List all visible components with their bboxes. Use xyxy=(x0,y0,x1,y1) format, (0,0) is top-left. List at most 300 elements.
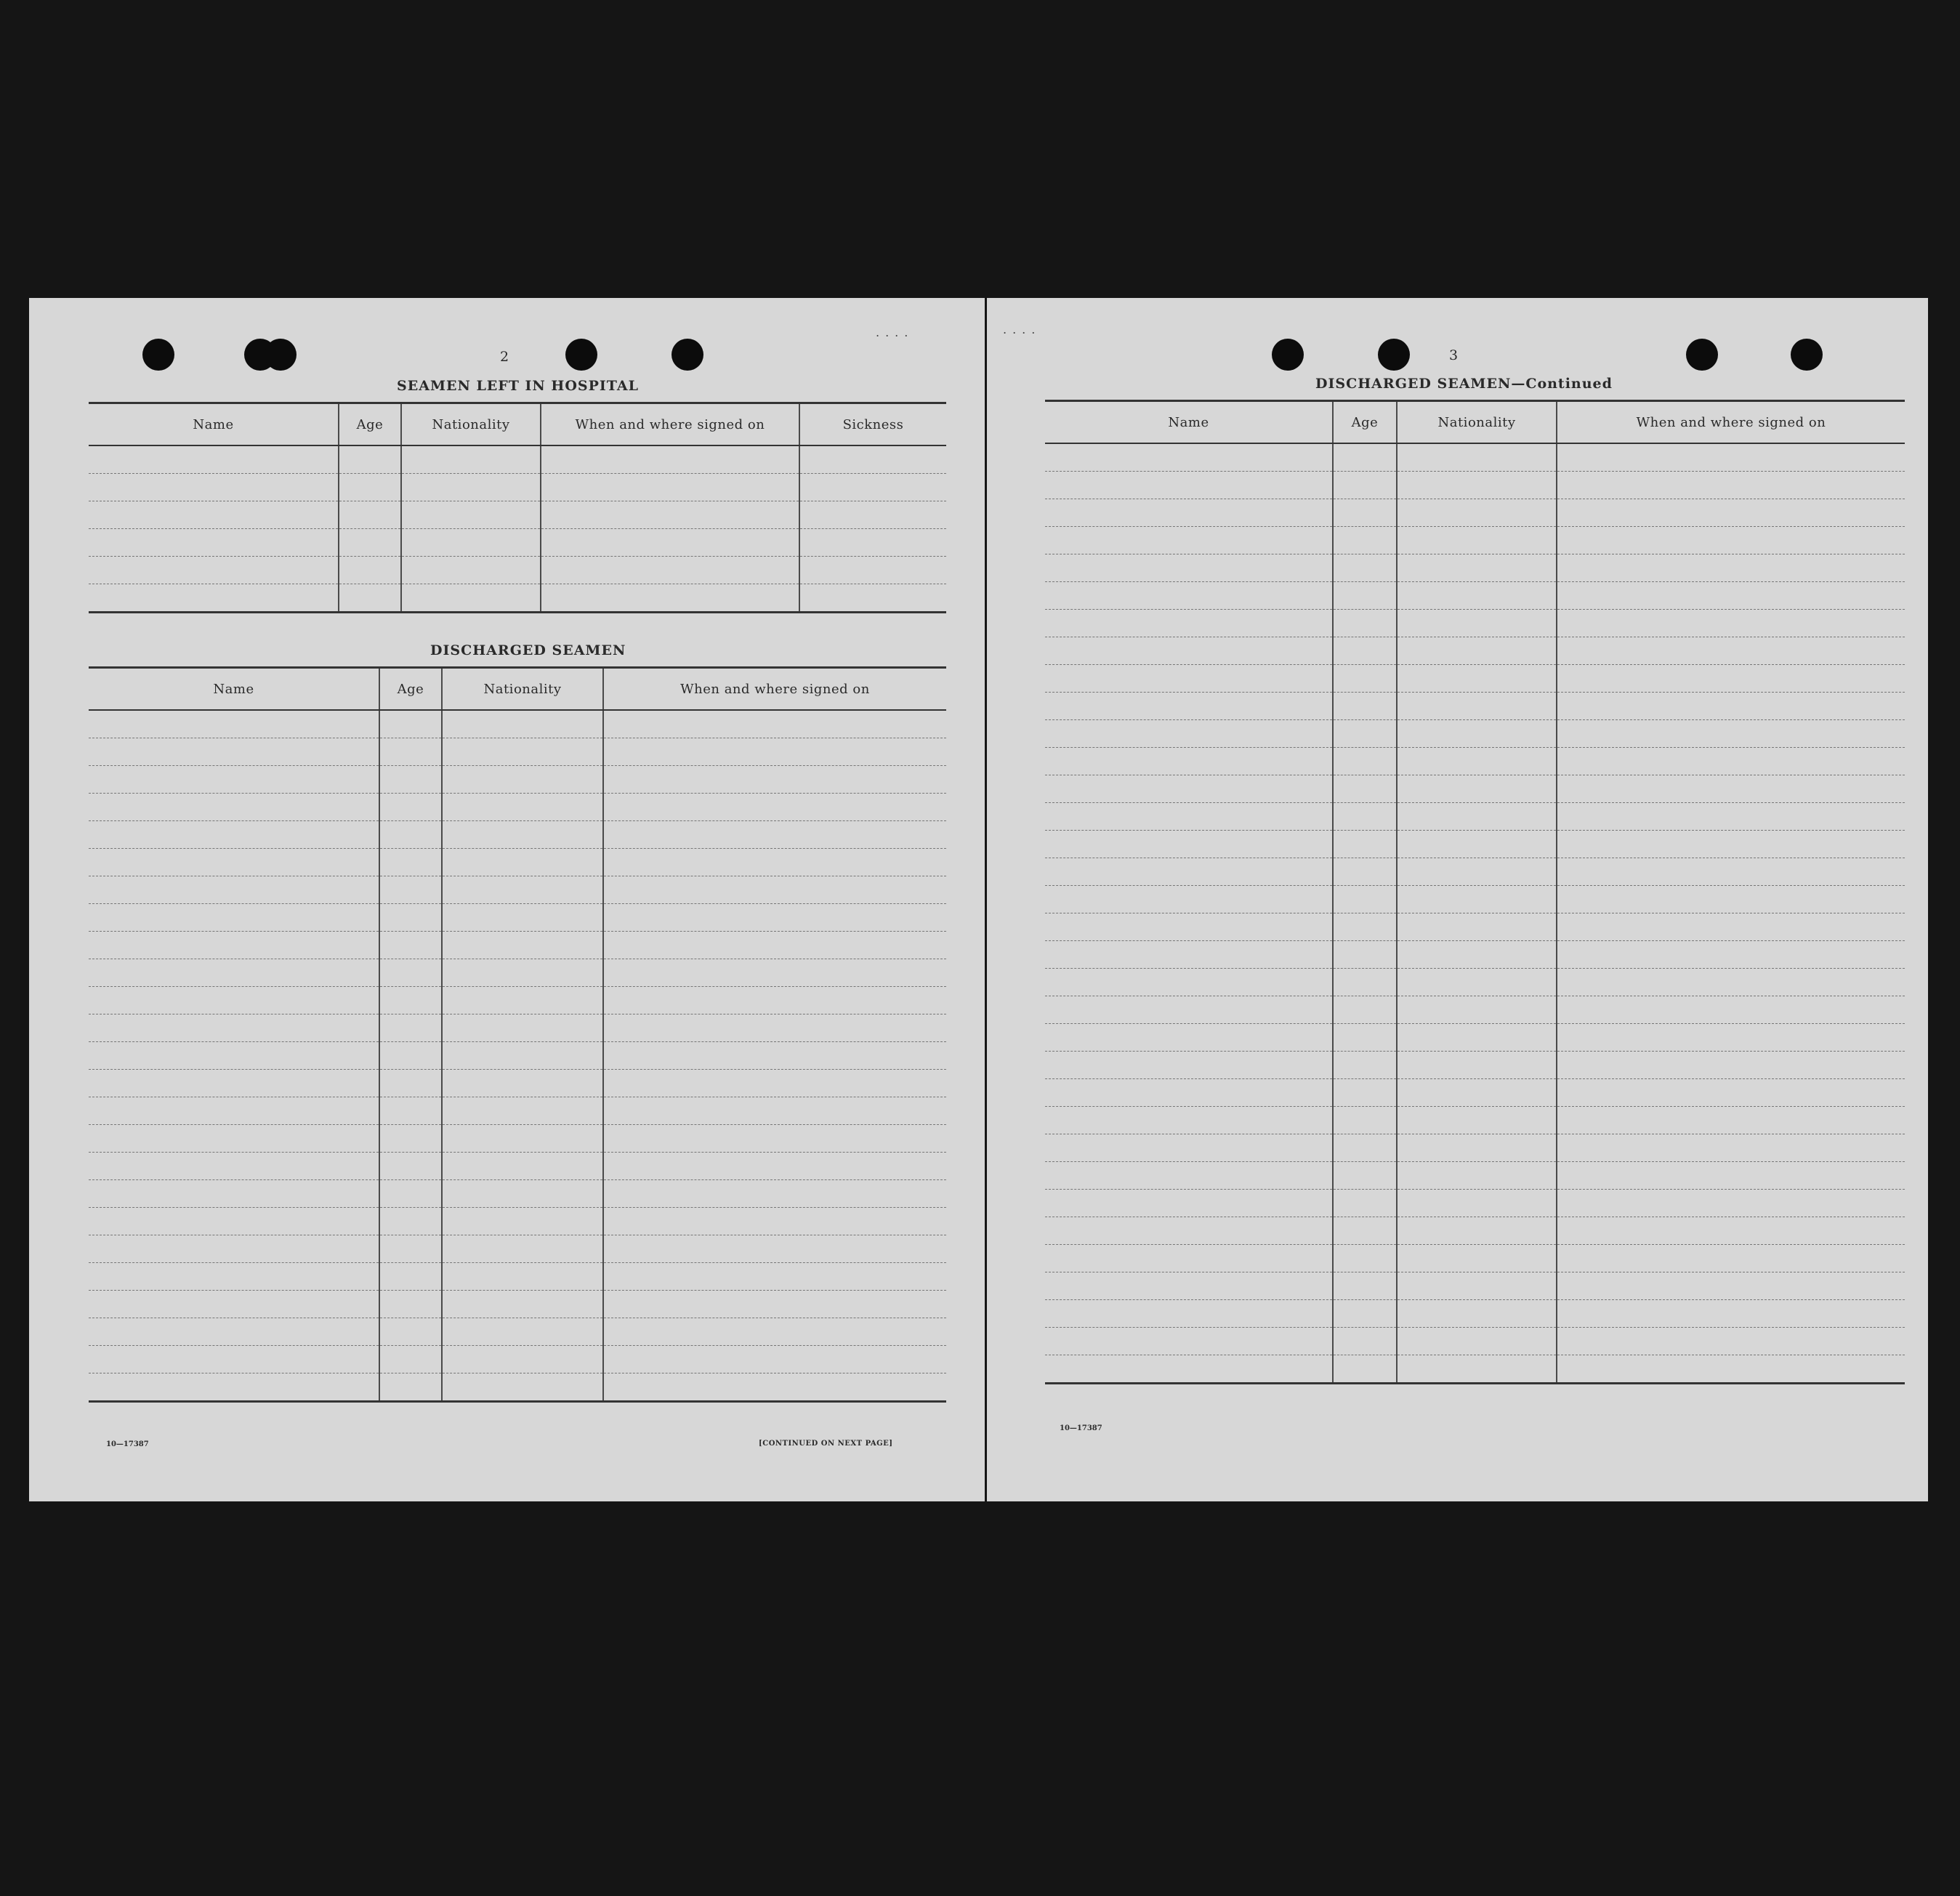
table-row xyxy=(89,1346,946,1373)
name-cell[interactable] xyxy=(89,1318,379,1346)
signed-on-cell[interactable] xyxy=(1557,582,1905,610)
table-row xyxy=(89,445,946,474)
nationality-cell[interactable] xyxy=(401,584,541,613)
name-cell[interactable] xyxy=(1045,775,1333,803)
signed-on-cell[interactable] xyxy=(603,821,946,849)
nationality-cell[interactable] xyxy=(1397,1355,1557,1384)
age-cell[interactable] xyxy=(1333,693,1397,720)
nationality-cell[interactable] xyxy=(442,849,603,876)
signed-on-cell[interactable] xyxy=(1557,1328,1905,1355)
name-cell[interactable] xyxy=(1045,1052,1333,1079)
nationality-cell[interactable] xyxy=(1397,637,1557,665)
age-cell[interactable] xyxy=(1333,831,1397,858)
nationality-cell[interactable] xyxy=(1397,1052,1557,1079)
nationality-cell[interactable] xyxy=(1397,831,1557,858)
signed-on-cell[interactable] xyxy=(603,1014,946,1042)
table-row xyxy=(89,529,946,557)
name-cell[interactable] xyxy=(1045,472,1333,499)
name-cell[interactable] xyxy=(89,1180,379,1208)
form-code: 10—17387 xyxy=(106,1440,149,1448)
nationality-cell[interactable] xyxy=(401,529,541,557)
right-form-page xyxy=(987,298,1928,1501)
signed-on-cell[interactable] xyxy=(603,876,946,904)
signed-on-cell[interactable] xyxy=(1557,443,1905,472)
nationality-cell[interactable] xyxy=(442,738,603,766)
age-cell[interactable] xyxy=(379,1263,442,1291)
name-cell[interactable] xyxy=(89,1042,379,1070)
hospital-section-title: SEAMEN LEFT IN HOSPITAL xyxy=(397,378,639,394)
nationality-cell[interactable] xyxy=(442,1014,603,1042)
nationality-cell[interactable] xyxy=(1397,858,1557,886)
nationality-cell[interactable] xyxy=(442,1373,603,1402)
age-cell[interactable] xyxy=(339,529,401,557)
signed-on-cell[interactable] xyxy=(1557,775,1905,803)
age-cell[interactable] xyxy=(379,849,442,876)
punch-hole xyxy=(265,339,297,371)
name-cell[interactable] xyxy=(1045,1107,1333,1134)
signed-on-cell[interactable] xyxy=(603,904,946,932)
name-cell[interactable] xyxy=(89,904,379,932)
name-cell[interactable] xyxy=(1045,582,1333,610)
name-cell[interactable] xyxy=(1045,1162,1333,1190)
nationality-cell[interactable] xyxy=(442,1346,603,1373)
nationality-cell[interactable] xyxy=(1397,803,1557,831)
nationality-cell[interactable] xyxy=(442,987,603,1014)
age-cell[interactable] xyxy=(1333,1162,1397,1190)
age-cell[interactable] xyxy=(1333,913,1397,941)
nationality-cell[interactable] xyxy=(1397,693,1557,720)
age-cell[interactable] xyxy=(379,738,442,766)
table-row xyxy=(1045,1079,1905,1107)
signed-on-cell[interactable] xyxy=(603,738,946,766)
age-cell[interactable] xyxy=(379,821,442,849)
nationality-cell[interactable] xyxy=(1397,969,1557,996)
age-cell[interactable] xyxy=(379,1235,442,1263)
nationality-cell[interactable] xyxy=(1397,913,1557,941)
nationality-cell[interactable] xyxy=(442,1235,603,1263)
name-cell[interactable] xyxy=(89,1346,379,1373)
age-cell[interactable] xyxy=(1333,1272,1397,1300)
name-cell[interactable] xyxy=(1045,554,1333,582)
signed-on-cell[interactable] xyxy=(1557,969,1905,996)
nationality-cell[interactable] xyxy=(442,1180,603,1208)
name-cell[interactable] xyxy=(1045,527,1333,554)
signed-on-cell[interactable] xyxy=(1557,527,1905,554)
name-cell[interactable] xyxy=(89,849,379,876)
name-cell[interactable] xyxy=(89,557,339,584)
name-cell[interactable] xyxy=(1045,1272,1333,1300)
signed-on-cell[interactable] xyxy=(541,529,799,557)
sickness-cell[interactable] xyxy=(799,445,946,474)
table-row xyxy=(89,501,946,529)
name-cell[interactable] xyxy=(1045,858,1333,886)
signed-on-cell[interactable] xyxy=(1557,554,1905,582)
name-cell[interactable] xyxy=(89,1097,379,1125)
table-row xyxy=(89,987,946,1014)
signed-on-cell[interactable] xyxy=(1557,1272,1905,1300)
age-cell[interactable] xyxy=(1333,499,1397,527)
table-row xyxy=(1045,858,1905,886)
name-cell[interactable] xyxy=(89,1291,379,1318)
signed-on-cell[interactable] xyxy=(1557,637,1905,665)
table-row xyxy=(1045,1190,1905,1217)
name-cell[interactable] xyxy=(1045,831,1333,858)
table-row xyxy=(1045,720,1905,748)
signed-on-cell[interactable] xyxy=(1557,1300,1905,1328)
age-cell[interactable] xyxy=(379,1318,442,1346)
nationality-cell[interactable] xyxy=(442,1263,603,1291)
signed-on-cell[interactable] xyxy=(1557,1217,1905,1245)
signed-on-cell[interactable] xyxy=(541,584,799,613)
age-cell[interactable] xyxy=(379,932,442,959)
name-cell[interactable] xyxy=(89,1373,379,1402)
sickness-cell[interactable] xyxy=(799,584,946,613)
age-cell[interactable] xyxy=(379,959,442,987)
age-cell[interactable] xyxy=(1333,665,1397,693)
age-cell[interactable] xyxy=(379,1291,442,1318)
signed-on-cell[interactable] xyxy=(603,1291,946,1318)
sickness-cell[interactable] xyxy=(799,474,946,501)
signed-on-cell[interactable] xyxy=(1557,748,1905,775)
name-cell[interactable] xyxy=(89,1125,379,1153)
col-header-signed-on: When and where signed on xyxy=(603,668,946,711)
nationality-cell[interactable] xyxy=(442,1318,603,1346)
nationality-cell[interactable] xyxy=(1397,996,1557,1024)
age-cell[interactable] xyxy=(1333,637,1397,665)
nationality-cell[interactable] xyxy=(401,557,541,584)
name-cell[interactable] xyxy=(89,987,379,1014)
nationality-cell[interactable] xyxy=(401,474,541,501)
name-cell[interactable] xyxy=(1045,996,1333,1024)
name-cell[interactable] xyxy=(89,932,379,959)
name-cell[interactable] xyxy=(89,766,379,794)
table-row xyxy=(89,557,946,584)
signed-on-cell[interactable] xyxy=(603,1125,946,1153)
signed-on-cell[interactable] xyxy=(1557,1355,1905,1384)
signed-on-cell[interactable] xyxy=(603,1208,946,1235)
nationality-cell[interactable] xyxy=(442,794,603,821)
name-cell[interactable] xyxy=(1045,969,1333,996)
nationality-cell[interactable] xyxy=(442,959,603,987)
age-cell[interactable] xyxy=(1333,720,1397,748)
signed-on-cell[interactable] xyxy=(1557,1245,1905,1272)
nationality-cell[interactable] xyxy=(442,1125,603,1153)
name-cell[interactable] xyxy=(1045,1024,1333,1052)
signed-on-cell[interactable] xyxy=(603,987,946,1014)
nationality-cell[interactable] xyxy=(442,932,603,959)
signed-on-cell[interactable] xyxy=(1557,665,1905,693)
age-cell[interactable] xyxy=(1333,1190,1397,1217)
signed-on-cell[interactable] xyxy=(603,1180,946,1208)
name-cell[interactable] xyxy=(89,794,379,821)
table-row xyxy=(1045,499,1905,527)
table-row xyxy=(1045,803,1905,831)
nationality-cell[interactable] xyxy=(1397,1217,1557,1245)
age-cell[interactable] xyxy=(379,1208,442,1235)
age-cell[interactable] xyxy=(1333,1134,1397,1162)
signed-on-cell[interactable] xyxy=(603,1373,946,1402)
signed-on-cell[interactable] xyxy=(1557,1134,1905,1162)
signed-on-cell[interactable] xyxy=(603,1097,946,1125)
age-cell[interactable] xyxy=(379,1373,442,1402)
name-cell[interactable] xyxy=(89,959,379,987)
name-cell[interactable] xyxy=(1045,637,1333,665)
nationality-cell[interactable] xyxy=(1397,499,1557,527)
name-cell[interactable] xyxy=(89,1263,379,1291)
signed-on-cell[interactable] xyxy=(603,710,946,738)
signed-on-cell[interactable] xyxy=(1557,831,1905,858)
sickness-cell[interactable] xyxy=(799,501,946,529)
nationality-cell[interactable] xyxy=(1397,610,1557,637)
age-cell[interactable] xyxy=(1333,610,1397,637)
nationality-cell[interactable] xyxy=(442,904,603,932)
nationality-cell[interactable] xyxy=(442,1070,603,1097)
table-row xyxy=(89,766,946,794)
age-cell[interactable] xyxy=(1333,1328,1397,1355)
signed-on-cell[interactable] xyxy=(1557,913,1905,941)
name-cell[interactable] xyxy=(1045,1328,1333,1355)
name-cell[interactable] xyxy=(1045,1217,1333,1245)
name-cell[interactable] xyxy=(1045,803,1333,831)
name-cell[interactable] xyxy=(89,445,339,474)
name-cell[interactable] xyxy=(1045,748,1333,775)
nationality-cell[interactable] xyxy=(1397,665,1557,693)
age-cell[interactable] xyxy=(1333,748,1397,775)
signed-on-cell[interactable] xyxy=(1557,1052,1905,1079)
nationality-cell[interactable] xyxy=(442,1208,603,1235)
nationality-cell[interactable] xyxy=(1397,1079,1557,1107)
nationality-cell[interactable] xyxy=(401,501,541,529)
signed-on-cell[interactable] xyxy=(603,932,946,959)
age-cell[interactable] xyxy=(1333,941,1397,969)
nationality-cell[interactable] xyxy=(442,766,603,794)
age-cell[interactable] xyxy=(379,1153,442,1180)
age-cell[interactable] xyxy=(1333,1300,1397,1328)
table-row xyxy=(89,1291,946,1318)
age-cell[interactable] xyxy=(379,1097,442,1125)
nationality-cell[interactable] xyxy=(1397,1272,1557,1300)
name-cell[interactable] xyxy=(89,1014,379,1042)
age-cell[interactable] xyxy=(379,766,442,794)
signed-on-cell[interactable] xyxy=(541,445,799,474)
nationality-cell[interactable] xyxy=(1397,1190,1557,1217)
age-cell[interactable] xyxy=(1333,1107,1397,1134)
signed-on-cell[interactable] xyxy=(603,1070,946,1097)
name-cell[interactable] xyxy=(1045,913,1333,941)
nationality-cell[interactable] xyxy=(1397,1245,1557,1272)
nationality-cell[interactable] xyxy=(442,1042,603,1070)
name-cell[interactable] xyxy=(89,821,379,849)
name-cell[interactable] xyxy=(89,474,339,501)
age-cell[interactable] xyxy=(1333,1024,1397,1052)
name-cell[interactable] xyxy=(1045,1134,1333,1162)
nationality-cell[interactable] xyxy=(1397,1107,1557,1134)
signed-on-cell[interactable] xyxy=(1557,720,1905,748)
age-cell[interactable] xyxy=(1333,582,1397,610)
signed-on-cell[interactable] xyxy=(1557,610,1905,637)
name-cell[interactable] xyxy=(1045,610,1333,637)
name-cell[interactable] xyxy=(89,1153,379,1180)
signed-on-cell[interactable] xyxy=(603,1263,946,1291)
name-cell[interactable] xyxy=(89,1070,379,1097)
name-cell[interactable] xyxy=(89,584,339,613)
nationality-cell[interactable] xyxy=(1397,1162,1557,1190)
sickness-cell[interactable] xyxy=(799,529,946,557)
name-cell[interactable] xyxy=(89,501,339,529)
age-cell[interactable] xyxy=(339,557,401,584)
name-cell[interactable] xyxy=(1045,443,1333,472)
nationality-cell[interactable] xyxy=(1397,582,1557,610)
signed-on-cell[interactable] xyxy=(541,557,799,584)
age-cell[interactable] xyxy=(1333,886,1397,913)
nationality-cell[interactable] xyxy=(401,445,541,474)
name-cell[interactable] xyxy=(1045,1190,1333,1217)
name-cell[interactable] xyxy=(1045,1245,1333,1272)
name-cell[interactable] xyxy=(1045,941,1333,969)
signed-on-cell[interactable] xyxy=(541,474,799,501)
signed-on-cell[interactable] xyxy=(1557,499,1905,527)
nationality-cell[interactable] xyxy=(1397,886,1557,913)
age-cell[interactable] xyxy=(379,904,442,932)
table-row xyxy=(89,1263,946,1291)
age-cell[interactable] xyxy=(379,1070,442,1097)
signed-on-cell[interactable] xyxy=(1557,941,1905,969)
table-row xyxy=(1045,886,1905,913)
nationality-cell[interactable] xyxy=(1397,472,1557,499)
nationality-cell[interactable] xyxy=(1397,1328,1557,1355)
table-row xyxy=(1045,1245,1905,1272)
age-cell[interactable] xyxy=(1333,969,1397,996)
table-row xyxy=(1045,1134,1905,1162)
signed-on-cell[interactable] xyxy=(603,1346,946,1373)
nationality-cell[interactable] xyxy=(442,876,603,904)
signed-on-cell[interactable] xyxy=(603,849,946,876)
signed-on-cell[interactable] xyxy=(541,501,799,529)
punch-hole xyxy=(1272,339,1304,371)
age-cell[interactable] xyxy=(1333,472,1397,499)
nationality-cell[interactable] xyxy=(1397,775,1557,803)
age-cell[interactable] xyxy=(379,710,442,738)
name-cell[interactable] xyxy=(1045,1355,1333,1384)
nationality-cell[interactable] xyxy=(442,1291,603,1318)
name-cell[interactable] xyxy=(1045,499,1333,527)
signed-on-cell[interactable] xyxy=(603,1318,946,1346)
signed-on-cell[interactable] xyxy=(603,1235,946,1263)
age-cell[interactable] xyxy=(379,794,442,821)
age-cell[interactable] xyxy=(1333,803,1397,831)
age-cell[interactable] xyxy=(339,584,401,613)
age-cell[interactable] xyxy=(379,1014,442,1042)
nationality-cell[interactable] xyxy=(1397,748,1557,775)
nationality-cell[interactable] xyxy=(442,710,603,738)
age-cell[interactable] xyxy=(1333,775,1397,803)
discharged-continued-title: DISCHARGED SEAMEN—Continued xyxy=(1315,376,1613,392)
name-cell[interactable] xyxy=(89,1235,379,1263)
nationality-cell[interactable] xyxy=(442,821,603,849)
signed-on-cell[interactable] xyxy=(1557,1079,1905,1107)
signed-on-cell[interactable] xyxy=(1557,996,1905,1024)
nationality-cell[interactable] xyxy=(1397,941,1557,969)
nationality-cell[interactable] xyxy=(442,1097,603,1125)
discharged-table xyxy=(89,666,946,1403)
col-header-nationality: Nationality xyxy=(442,668,603,711)
nationality-cell[interactable] xyxy=(1397,443,1557,472)
age-cell[interactable] xyxy=(339,474,401,501)
nationality-cell[interactable] xyxy=(1397,1024,1557,1052)
table-row xyxy=(89,821,946,849)
age-cell[interactable] xyxy=(1333,1217,1397,1245)
signed-on-cell[interactable] xyxy=(1557,886,1905,913)
signed-on-cell[interactable] xyxy=(1557,803,1905,831)
age-cell[interactable] xyxy=(1333,1079,1397,1107)
age-cell[interactable] xyxy=(339,445,401,474)
age-cell[interactable] xyxy=(1333,554,1397,582)
age-cell[interactable] xyxy=(1333,1245,1397,1272)
name-cell[interactable] xyxy=(1045,1300,1333,1328)
signed-on-cell[interactable] xyxy=(603,959,946,987)
table-row xyxy=(1045,1328,1905,1355)
nationality-cell[interactable] xyxy=(1397,1300,1557,1328)
punch-hole xyxy=(672,339,703,371)
age-cell[interactable] xyxy=(1333,1052,1397,1079)
age-cell[interactable] xyxy=(379,1125,442,1153)
name-cell[interactable] xyxy=(89,738,379,766)
name-cell[interactable] xyxy=(1045,665,1333,693)
name-cell[interactable] xyxy=(1045,693,1333,720)
signed-on-cell[interactable] xyxy=(1557,1107,1905,1134)
signed-on-cell[interactable] xyxy=(603,1153,946,1180)
age-cell[interactable] xyxy=(379,1042,442,1070)
nationality-cell[interactable] xyxy=(1397,554,1557,582)
signed-on-cell[interactable] xyxy=(1557,693,1905,720)
name-cell[interactable] xyxy=(1045,1079,1333,1107)
signed-on-cell[interactable] xyxy=(603,766,946,794)
age-cell[interactable] xyxy=(1333,527,1397,554)
name-cell[interactable] xyxy=(89,876,379,904)
signed-on-cell[interactable] xyxy=(603,1042,946,1070)
nationality-cell[interactable] xyxy=(442,1153,603,1180)
age-cell[interactable] xyxy=(379,1346,442,1373)
nationality-cell[interactable] xyxy=(1397,527,1557,554)
col-header-sickness: Sickness xyxy=(799,403,946,446)
table-row xyxy=(89,876,946,904)
age-cell[interactable] xyxy=(1333,996,1397,1024)
nationality-cell[interactable] xyxy=(1397,1134,1557,1162)
table-row xyxy=(1045,610,1905,637)
signed-on-cell[interactable] xyxy=(1557,472,1905,499)
age-cell[interactable] xyxy=(379,1180,442,1208)
nationality-cell[interactable] xyxy=(1397,720,1557,748)
age-cell[interactable] xyxy=(1333,1355,1397,1384)
age-cell[interactable] xyxy=(1333,858,1397,886)
signed-on-cell[interactable] xyxy=(1557,1190,1905,1217)
signed-on-cell[interactable] xyxy=(1557,1162,1905,1190)
signed-on-cell[interactable] xyxy=(603,794,946,821)
name-cell[interactable] xyxy=(89,710,379,738)
signed-on-cell[interactable] xyxy=(1557,1024,1905,1052)
age-cell[interactable] xyxy=(379,876,442,904)
age-cell[interactable] xyxy=(1333,443,1397,472)
name-cell[interactable] xyxy=(1045,886,1333,913)
name-cell[interactable] xyxy=(89,529,339,557)
age-cell[interactable] xyxy=(339,501,401,529)
age-cell[interactable] xyxy=(379,987,442,1014)
sickness-cell[interactable] xyxy=(799,557,946,584)
name-cell[interactable] xyxy=(1045,720,1333,748)
col-header-age: Age xyxy=(339,403,401,446)
name-cell[interactable] xyxy=(89,1208,379,1235)
signed-on-cell[interactable] xyxy=(1557,858,1905,886)
